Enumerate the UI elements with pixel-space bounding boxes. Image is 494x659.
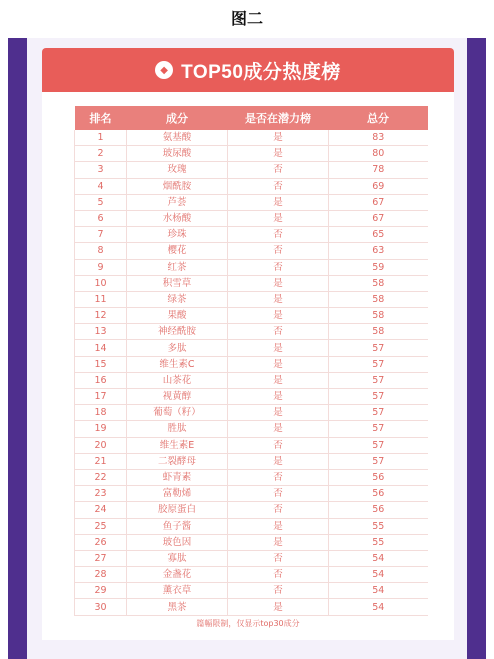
- figure-caption: 图二: [230, 9, 263, 28]
- score-cell: 57: [329, 421, 428, 437]
- rank-cell: 21: [75, 453, 127, 469]
- ingredient-cell: 玫瑰: [127, 162, 228, 178]
- table-row: [75, 194, 428, 210]
- score-cell: 54: [329, 599, 428, 615]
- potential-cell: 是: [228, 405, 329, 421]
- rank-cell: 29: [75, 583, 127, 599]
- score-cell: 56: [329, 502, 428, 518]
- table-row: [75, 599, 428, 615]
- ingredient-cell: 山茶花: [127, 372, 228, 388]
- rank-cell: 10: [75, 275, 127, 291]
- table-row: [75, 453, 428, 469]
- score-cell: 57: [329, 453, 428, 469]
- table-row: [75, 372, 428, 388]
- table-row: [75, 146, 428, 162]
- rank-cell: 12: [75, 308, 127, 324]
- rank-cell: 20: [75, 437, 127, 453]
- score-cell: 58: [329, 291, 428, 307]
- ranking-banner: [42, 48, 454, 92]
- table-row: [75, 583, 428, 599]
- table-row: [75, 469, 428, 485]
- header-potential: 是否在潜力榜: [228, 106, 329, 130]
- potential-cell: 否: [228, 243, 329, 259]
- rank-cell: 7: [75, 227, 127, 243]
- score-cell: 57: [329, 356, 428, 372]
- score-cell: 57: [329, 372, 428, 388]
- potential-cell: 是: [228, 194, 329, 210]
- ingredient-cell: 富勒烯: [127, 486, 228, 502]
- rank-cell: 23: [75, 486, 127, 502]
- potential-cell: 否: [228, 178, 329, 194]
- score-cell: 54: [329, 583, 428, 599]
- table-row: [75, 210, 428, 226]
- potential-cell: 是: [228, 453, 329, 469]
- potential-cell: 否: [228, 550, 329, 566]
- ranking-table: [74, 106, 428, 616]
- ingredient-cell: 多肽: [127, 340, 228, 356]
- flame-badge-icon: ◆: [155, 61, 173, 79]
- rank-cell: 16: [75, 372, 127, 388]
- ingredient-cell: 寡肽: [127, 550, 228, 566]
- rank-cell: 5: [75, 194, 127, 210]
- potential-cell: 否: [228, 227, 329, 243]
- rank-cell: 30: [75, 599, 127, 615]
- score-cell: 59: [329, 259, 428, 275]
- potential-cell: 是: [228, 291, 329, 307]
- ingredient-cell: 虾青素: [127, 469, 228, 485]
- table-row: [75, 389, 428, 405]
- score-cell: 57: [329, 405, 428, 421]
- ingredient-cell: 珍珠: [127, 227, 228, 243]
- score-cell: 67: [329, 194, 428, 210]
- rank-cell: 2: [75, 146, 127, 162]
- score-cell: 57: [329, 340, 428, 356]
- ingredient-cell: 视黄醇: [127, 389, 228, 405]
- potential-cell: 是: [228, 534, 329, 550]
- table-row: [75, 259, 428, 275]
- potential-cell: 是: [228, 372, 329, 388]
- rank-cell: 6: [75, 210, 127, 226]
- ingredient-cell: 绿茶: [127, 291, 228, 307]
- rank-cell: 22: [75, 469, 127, 485]
- ingredient-cell: 维生素E: [127, 437, 228, 453]
- table-row: [75, 550, 428, 566]
- ingredient-cell: 维生素C: [127, 356, 228, 372]
- potential-cell: 否: [228, 469, 329, 485]
- table-row: [75, 178, 428, 194]
- ingredient-cell: 芦荟: [127, 194, 228, 210]
- score-cell: 57: [329, 389, 428, 405]
- ingredient-cell: 氨基酸: [127, 130, 228, 146]
- table-row: [75, 356, 428, 372]
- score-cell: 80: [329, 146, 428, 162]
- ingredient-cell: 烟酰胺: [127, 178, 228, 194]
- ingredient-cell: 黑茶: [127, 599, 228, 615]
- rank-cell: 26: [75, 534, 127, 550]
- ingredient-cell: 玻尿酸: [127, 146, 228, 162]
- score-cell: 63: [329, 243, 428, 259]
- ingredient-cell: 玻色因: [127, 534, 228, 550]
- potential-cell: 否: [228, 583, 329, 599]
- potential-cell: 是: [228, 210, 329, 226]
- score-cell: 55: [329, 534, 428, 550]
- rank-cell: 17: [75, 389, 127, 405]
- score-cell: 83: [329, 130, 428, 146]
- potential-cell: 否: [228, 162, 329, 178]
- score-cell: 54: [329, 567, 428, 583]
- score-cell: 56: [329, 469, 428, 485]
- table-row: [75, 421, 428, 437]
- potential-cell: 否: [228, 502, 329, 518]
- table-row: [75, 291, 428, 307]
- rank-cell: 4: [75, 178, 127, 194]
- potential-cell: 否: [228, 324, 329, 340]
- potential-cell: 是: [228, 308, 329, 324]
- potential-cell: 是: [228, 356, 329, 372]
- header-ingredient: 成分: [127, 106, 228, 130]
- rank-cell: 11: [75, 291, 127, 307]
- banner-title: TOP50成分热度榜: [181, 61, 341, 83]
- score-cell: 78: [329, 162, 428, 178]
- potential-cell: 是: [228, 389, 329, 405]
- rank-cell: 3: [75, 162, 127, 178]
- score-cell: 55: [329, 518, 428, 534]
- table-row: [75, 130, 428, 146]
- rank-cell: 14: [75, 340, 127, 356]
- potential-cell: 否: [228, 567, 329, 583]
- score-cell: 69: [329, 178, 428, 194]
- table-row: [75, 405, 428, 421]
- table-row: [75, 502, 428, 518]
- rank-cell: 27: [75, 550, 127, 566]
- table-row: [75, 518, 428, 534]
- table-row: [75, 567, 428, 583]
- table-row: [75, 486, 428, 502]
- potential-cell: 是: [228, 421, 329, 437]
- header-score: 总分: [329, 106, 428, 130]
- table-row: [75, 162, 428, 178]
- score-cell: 67: [329, 210, 428, 226]
- potential-cell: 否: [228, 486, 329, 502]
- rank-cell: 18: [75, 405, 127, 421]
- rank-cell: 8: [75, 243, 127, 259]
- potential-cell: 是: [228, 146, 329, 162]
- ingredient-cell: 积雪草: [127, 275, 228, 291]
- ingredient-cell: 水杨酸: [127, 210, 228, 226]
- rank-cell: 24: [75, 502, 127, 518]
- score-cell: 65: [329, 227, 428, 243]
- score-cell: 58: [329, 324, 428, 340]
- table-row: [75, 275, 428, 291]
- score-cell: 56: [329, 486, 428, 502]
- ingredient-cell: 金盏花: [127, 567, 228, 583]
- table-row: [75, 534, 428, 550]
- ingredient-cell: 樱花: [127, 243, 228, 259]
- rank-cell: 28: [75, 567, 127, 583]
- potential-cell: 否: [228, 259, 329, 275]
- potential-cell: 是: [228, 340, 329, 356]
- score-cell: 54: [329, 550, 428, 566]
- potential-cell: 否: [228, 437, 329, 453]
- potential-cell: 是: [228, 130, 329, 146]
- potential-cell: 是: [228, 275, 329, 291]
- table-row: [75, 308, 428, 324]
- table-row: [75, 340, 428, 356]
- rank-cell: 13: [75, 324, 127, 340]
- table-row: [75, 437, 428, 453]
- ingredient-cell: 红茶: [127, 259, 228, 275]
- rank-cell: 15: [75, 356, 127, 372]
- score-cell: 57: [329, 437, 428, 453]
- rank-cell: 19: [75, 421, 127, 437]
- ingredient-cell: 薰衣草: [127, 583, 228, 599]
- ingredient-cell: 胜肽: [127, 421, 228, 437]
- header-rank: 排名: [75, 106, 127, 130]
- rank-cell: 25: [75, 518, 127, 534]
- ingredient-cell: 葡萄（籽）: [127, 405, 228, 421]
- potential-cell: 是: [228, 518, 329, 534]
- ingredient-cell: 神经酰胺: [127, 324, 228, 340]
- table-row: [75, 243, 428, 259]
- footnote: 篇幅限制，仅显示top30成分: [196, 619, 300, 628]
- ingredient-cell: 鱼子酱: [127, 518, 228, 534]
- ingredient-cell: 果酸: [127, 308, 228, 324]
- score-cell: 58: [329, 275, 428, 291]
- score-cell: 58: [329, 308, 428, 324]
- table-row: [75, 324, 428, 340]
- potential-cell: 是: [228, 599, 329, 615]
- rank-cell: 9: [75, 259, 127, 275]
- table-row: [75, 227, 428, 243]
- table-header-row: [75, 106, 428, 130]
- ingredient-cell: 二裂酵母: [127, 453, 228, 469]
- ingredient-cell: 胶原蛋白: [127, 502, 228, 518]
- rank-cell: 1: [75, 130, 127, 146]
